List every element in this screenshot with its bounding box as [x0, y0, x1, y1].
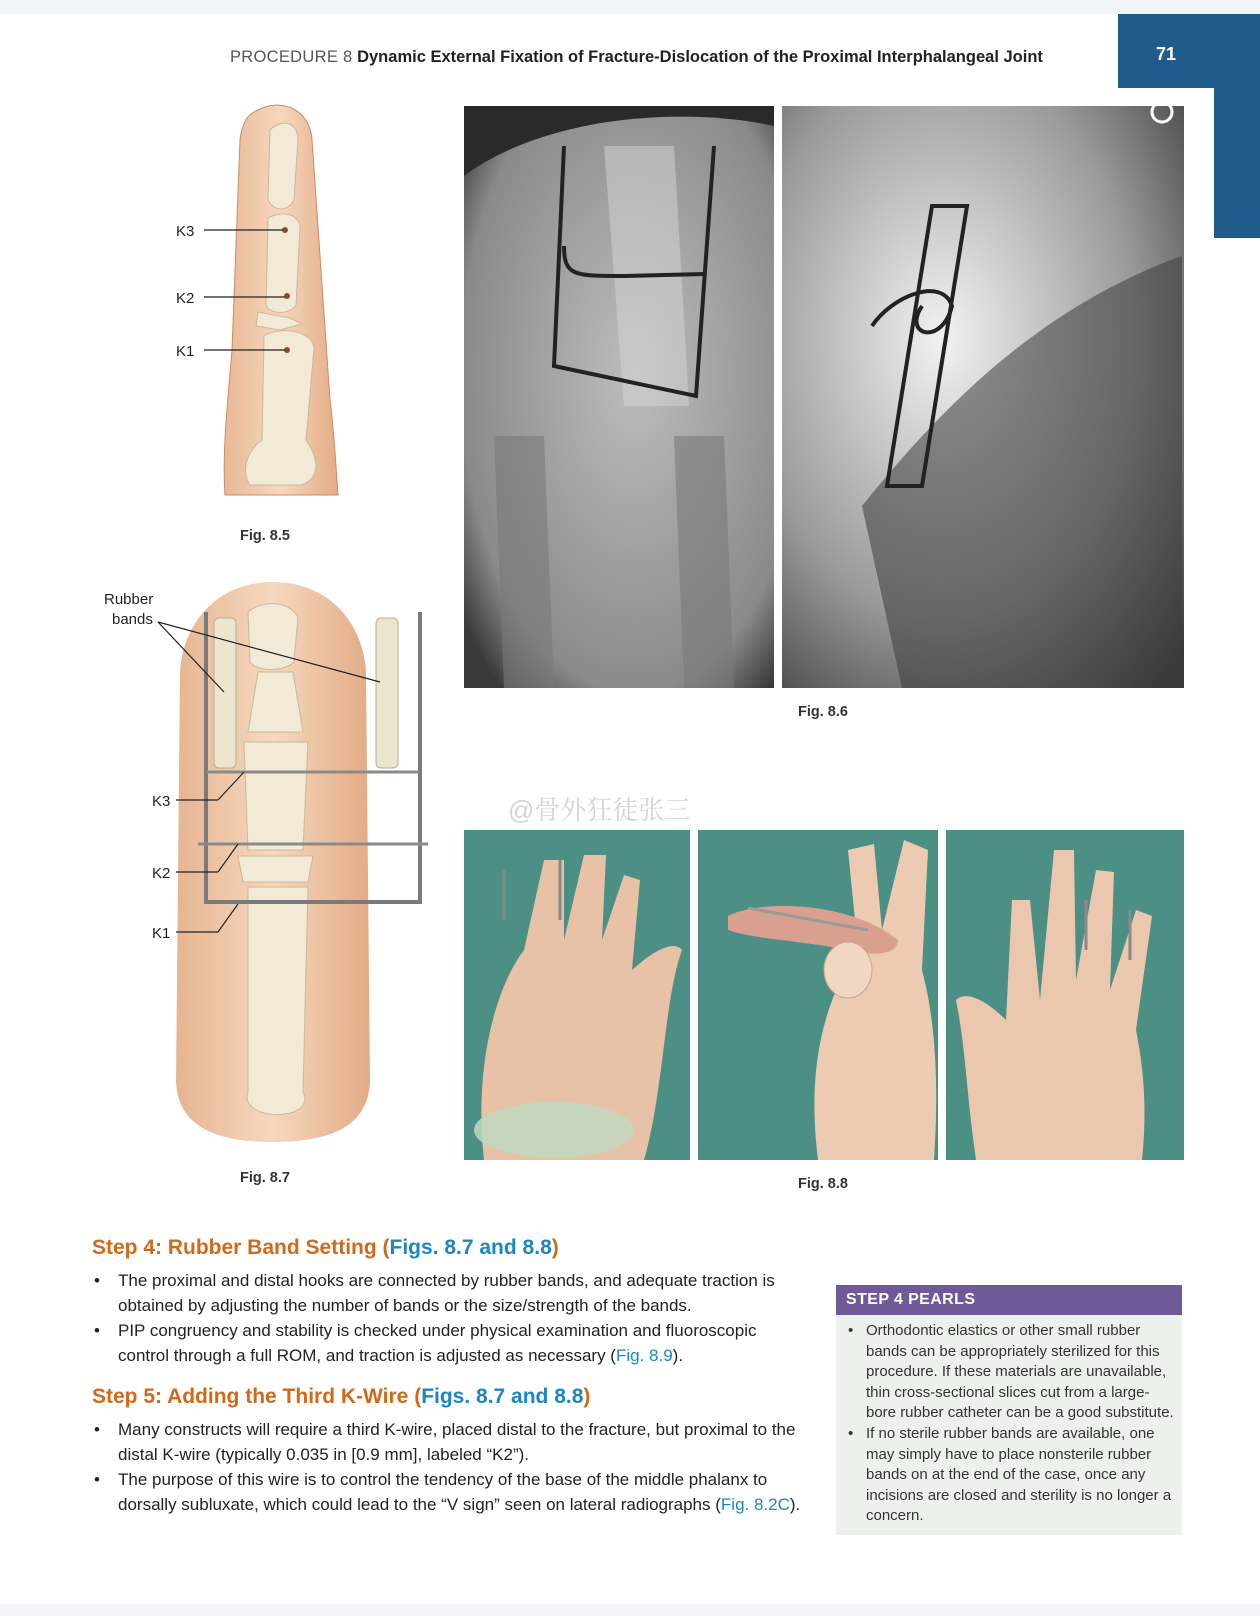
fig-8-7-label-bands: bands: [112, 611, 153, 628]
pearls-list: [836, 1321, 1182, 1527]
step-4-bullet-2-text: PIP congruency and stability is checked under physical examination and fluoroscopic control through a full ROM, and traction is adjusted as necessary (: [118, 1321, 757, 1365]
pearls-item: • If no sterile rubber bands are available, one may simply have to place nonsterile rubber bands on at the end of the case, once any incisions are closed and sterility is no longer a concern.: [836, 1424, 1182, 1527]
fig-8-5-label-k3: K3: [176, 223, 195, 240]
step-5-bullet-2-tail: ).: [789, 1495, 801, 1514]
step-5-heading-close: ): [583, 1385, 591, 1408]
procedure-label: PROCEDURE 8: [230, 48, 353, 66]
fig-8-7-caption: Fig. 8.7: [240, 1170, 290, 1186]
page-number: 71: [1155, 44, 1177, 64]
step-5-list: [92, 1417, 812, 1517]
step-4-bullet-2-ref[interactable]: Fig. 8.9: [615, 1346, 673, 1365]
running-header: [230, 48, 1043, 67]
step-4-heading-text: Step 4: Rubber Band Setting (: [92, 1236, 390, 1259]
step-5-bullet-2-ref[interactable]: Fig. 8.2C: [720, 1495, 790, 1514]
step-5-heading-ref[interactable]: Figs. 8.7 and 8.8: [421, 1385, 584, 1408]
procedure-title: Dynamic External Fixation of Fracture-Dislocation of the Proximal Interphalangeal Joint: [357, 48, 1043, 66]
fig-8-8-photo-palmar: [464, 830, 690, 1160]
fig-8-7-label-rubber: Rubber: [104, 591, 154, 608]
bottom-band: [0, 1604, 1260, 1616]
top-band: [0, 0, 1260, 14]
step-5-heading: [92, 1385, 590, 1409]
step-4-bullet-2-tail: ).: [672, 1346, 684, 1365]
watermark: @骨外狂徒张三: [508, 795, 691, 825]
fig-8-5-caption: Fig. 8.5: [240, 528, 290, 544]
fig-8-5-label-k2: K2: [176, 290, 195, 307]
fig-8-5-label-k1: K1: [176, 343, 195, 360]
fig-8-5-illustration: [170, 100, 370, 510]
step-4-heading: [92, 1236, 559, 1260]
pearls-item: • Orthodontic elastics or other small rubber bands can be appropriately sterilized for this procedure. If these materials are unavailable, thin cross-sectional slices cut from a large-bore rubber catheter can be a good substitute.: [836, 1321, 1182, 1424]
step-4-list: [92, 1268, 812, 1368]
page-tab-edge: [1214, 14, 1260, 238]
fig-8-7-label-k3: K3: [152, 793, 171, 810]
fig-8-6-radiograph-lateral: [782, 106, 1184, 688]
step-5-bullet-2-text: The purpose of this wire is to control the tendency of the base of the middle phalanx to dorsally subluxate, which could lead to the “V sign” seen on lateral radiographs (: [118, 1470, 768, 1514]
step-4-bullet-1-text: The proximal and distal hooks are connected by rubber bands, and adequate traction is obtained by adjusting the number of bands or the size/strength of the bands.: [118, 1271, 775, 1315]
step-4-pearls-box: [836, 1285, 1182, 1535]
fig-8-7-label-k2: K2: [152, 865, 171, 882]
step-5-bullet-1-text: Many constructs will require a third K-wire, placed distal to the fracture, but proximal to the distal K-wire (typically 0.035 in [0.9 mm], labeled “K2”).: [118, 1420, 796, 1464]
pearls-title: STEP 4 PEARLS: [836, 1285, 1182, 1315]
fig-8-7-label-k1: K1: [152, 925, 171, 942]
fig-8-6-caption: Fig. 8.6: [798, 704, 848, 720]
step-4-heading-ref[interactable]: Figs. 8.7 and 8.8: [389, 1236, 552, 1259]
step-4-heading-close: ): [551, 1236, 559, 1259]
fig-8-7-illustration: [98, 582, 438, 1152]
list-item: [92, 1467, 812, 1517]
fig-8-8-photo-dorsal: [946, 830, 1184, 1160]
list-item: [92, 1268, 812, 1318]
list-item: [92, 1417, 812, 1467]
step-5-heading-text: Step 5: Adding the Third K-Wire (: [92, 1385, 422, 1408]
fig-8-8-photo-lateral: [698, 830, 938, 1160]
fig-8-6-radiograph-ap: [464, 106, 774, 688]
list-item: [92, 1318, 812, 1368]
fig-8-8-caption: Fig. 8.8: [798, 1176, 848, 1192]
